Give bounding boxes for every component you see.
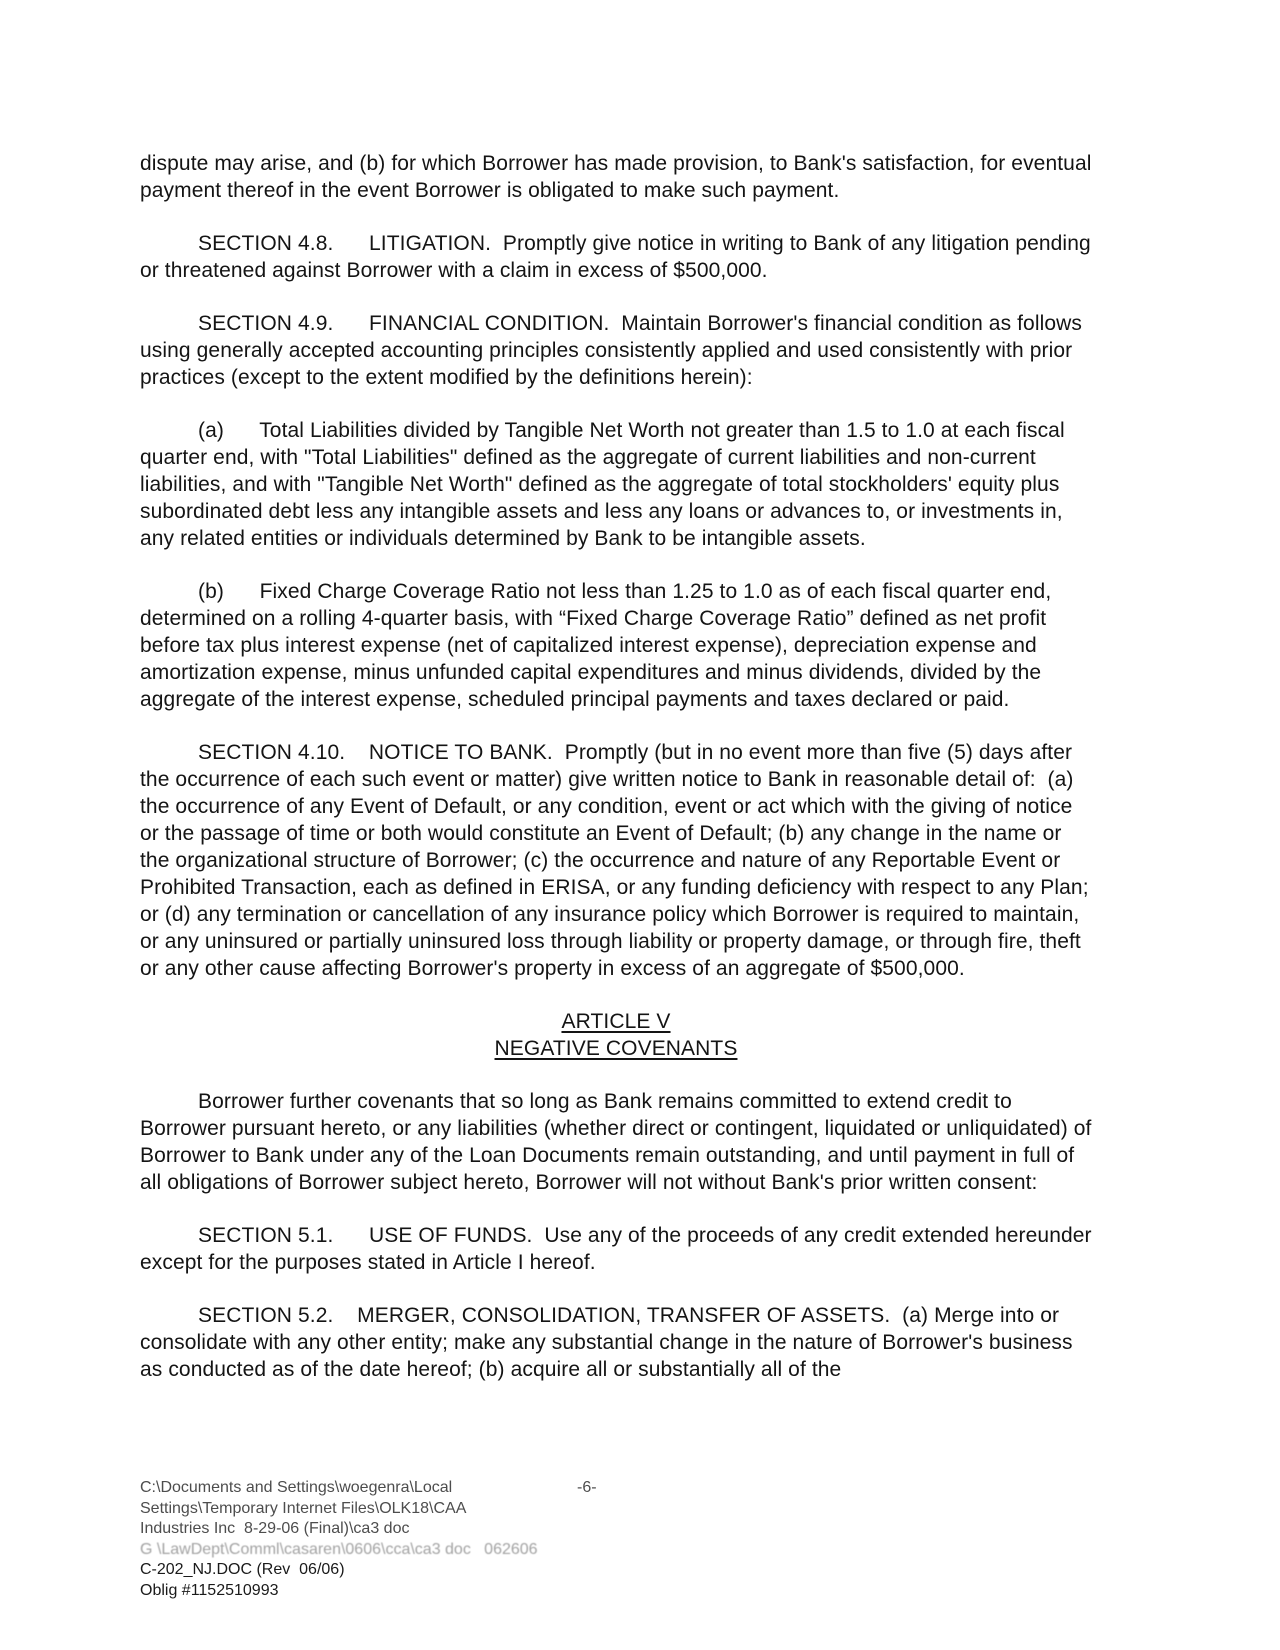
document-body [140,150,1098,1409]
footer-file-path-line-1: C:\Documents and Settings\woegenra\Local [140,1479,453,1496]
section-5-1-use-of-funds: SECTION 5.1. USE OF FUNDS. Use any of the proceeds of any credit extended hereunder except for the purposes stated in Article I hereof. [140,1224,1098,1274]
document-footer [140,1478,1140,1601]
paragraph-dispute-continuation: dispute may arise, and (b) for which Borrower has made provision, to Bank's satisfaction, for eventual payment thereof in the event Borrower is obligated to make such payment. [140,152,1098,202]
footer-file-path-line-4: G \LawDept\Comml\casaren\0606\cca\ca3 doc 062606 [140,1540,538,1558]
page-number: -6- [577,1479,597,1496]
negative-covenants-title: NEGATIVE COVENANTS [494,1037,738,1060]
footer-file-path-line-2: Settings\Temporary Internet Files\OLK18\CAA [140,1499,467,1517]
footer-form-number: C-202_NJ.DOC (Rev 06/06) [140,1561,345,1578]
article-v-heading [140,1008,1092,1062]
section-4-8-litigation: SECTION 4.8. LITIGATION. Promptly give notice in writing to Bank of any litigation pending or threatened against Borrower with a claim in excess of $500,000. [140,232,1097,282]
clause-a-total-liabilities: (a) Total Liabilities divided by Tangible Net Worth not greater than 1.5 to 1.0 at each fiscal quarter end, with "Total Liabilities" defined as the aggregate of current liabilities and non-current liabilities, and with "Tangible Net Worth" defined as the aggregate of total stockholders' equity plus subordinated debt less any intangible assets and less any loans or advances to, or investments in, any related entities or individuals determined by Bank to be intangible assets. [140,419,1071,550]
paragraph-negative-covenants-intro: Borrower further covenants that so long as Bank remains committed to extend credit to Borrower pursuant hereto, or any liabilities (whether direct or contingent, liquidated or unliquidated) of Borrower to Bank under any of the Loan Documents remain outstanding, and until payment in full of all obligations of Borrower subject hereto, Borrower will not without Bank's prior written consent: [140,1090,1098,1194]
section-5-2-merger-consolidation: SECTION 5.2. MERGER, CONSOLIDATION, TRANSFER OF ASSETS. (a) Merge into or consolidate with any other entity; make any substantial change in the nature of Borrower's business as conducted as of the date hereof; (b) acquire all or substantially all of the [140,1304,1079,1381]
footer-obligation-number: Oblig #1152510993 [140,1581,279,1599]
footer-file-path-line-3: Industries Inc 8-29-06 (Final)\ca3 doc [140,1520,410,1537]
section-4-9-financial-condition: SECTION 4.9. FINANCIAL CONDITION. Maintain Borrower's financial condition as follows using generally accepted accounting principles consistently applied and used consistently with prior practices (except to the extent modified by the definitions herein): [140,312,1088,389]
article-v-title: ARTICLE V [561,1010,671,1033]
section-4-10-notice-to-bank: SECTION 4.10. NOTICE TO BANK. Promptly (but in no event more than five (5) days after the occurrence of each such event or matter) give written notice to Bank in reasonable detail of: (a) the occurrence of any Event of Default, or any condition, event or act which with the giving of notice or the passage of time or both would constitute an Event of Default; (b) any change in the name or the organizational structure of Borrower; (c) the occurrence and nature of any Reportable Event or Prohibited Transaction, each as defined in ERISA, or any funding deficiency with respect to any Plan; or (d) any termination or cancellation of any insurance policy which Borrower is required to maintain, or any uninsured or partially uninsured loss through liability or property damage, or through fire, theft or any other cause affecting Borrower's property in excess of an aggregate of $500,000. [140,741,1095,980]
clause-b-fixed-charge-coverage: (b) Fixed Charge Coverage Ratio not less than 1.25 to 1.0 as of each fiscal quarter end, determined on a rolling 4-quarter basis, with “Fixed Charge Coverage Ratio” defined as net profit before tax plus interest expense (net of capitalized interest expense), depreciation expense and amortization expense, minus unfunded capital expenditures and minus dividends, divided by the aggregate of the interest expense, scheduled principal payments and taxes declared or paid. [140,580,1058,711]
